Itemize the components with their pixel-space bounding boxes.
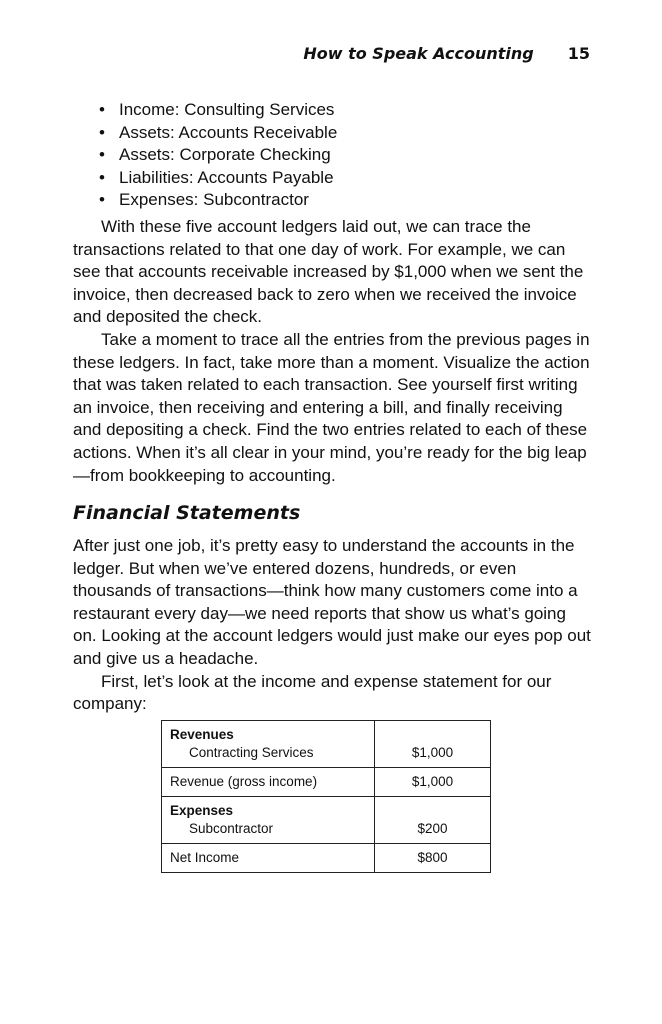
body-paragraph: With these five account ledgers laid out, we can trace the transactions related to that one day of work. For example, we can see that accounts receivable increased by $1,000 when we sent the invoice, then decreased back to zero when we received the invoice and deposited the check. (73, 216, 584, 327)
revenues-cell (162, 720, 375, 767)
revenue-gross-amount: $1,000 (375, 767, 491, 796)
section-heading: Financial Statements (73, 502, 301, 525)
list-item: • Assets: Accounts Receivable (99, 122, 593, 145)
running-head (303, 44, 590, 63)
table-row (162, 796, 491, 843)
expenses-cell (162, 796, 375, 843)
net-income-amount: $800 (375, 843, 491, 872)
contracting-services-label: Contracting Services (189, 744, 314, 760)
subcontractor-amount: $200 (375, 796, 491, 843)
running-head-title: How to Speak Accounting (303, 44, 534, 63)
body-paragraph: After just one job, it’s pretty easy to understand the accounts in the ledger. But when we’ve entered dozens, hundreds, or even thousands of transactions—think how many customers come into a restaurant every day—we need reports that show us what’s going on. Looking at the account ledgers would just make our eyes pop out and give us a headache. (73, 536, 591, 669)
contracting-services-amount: $1,000 (375, 720, 491, 767)
net-income-label: Net Income (162, 843, 375, 872)
income-statement-table (161, 720, 491, 873)
list-item: • Assets: Corporate Checking (99, 144, 593, 167)
table-row (162, 720, 491, 767)
table-row (162, 767, 491, 796)
revenues-heading: Revenues (170, 726, 234, 742)
body-paragraph: First, let’s look at the income and expense statement for our company: (73, 671, 552, 714)
expenses-heading: Expenses (170, 802, 234, 818)
list-item: • Expenses: Subcontractor (99, 189, 593, 212)
list-item: • Liabilities: Accounts Payable (99, 167, 593, 190)
body-paragraph: Take a moment to trace all the entries from the previous pages in these ledgers. In fact, take more than a moment. Visualize the action that was taken related to each transaction. See yourself first writing an invoice, then receiving and entering a bill, and finally receiving and depositing a check. Find the two entries related to each of these actions. When it’s all clear in your mind, you’re ready for the big leap—from bookkeeping to accounting. (73, 329, 590, 485)
revenue-gross-label: Revenue (gross income) (162, 767, 375, 796)
table-row (162, 843, 491, 872)
account-ledger-list (73, 99, 593, 212)
list-item: • Income: Consulting Services (99, 99, 593, 122)
page-number: 15 (567, 44, 590, 63)
page-body (73, 99, 593, 873)
subcontractor-label: Subcontractor (189, 820, 274, 836)
